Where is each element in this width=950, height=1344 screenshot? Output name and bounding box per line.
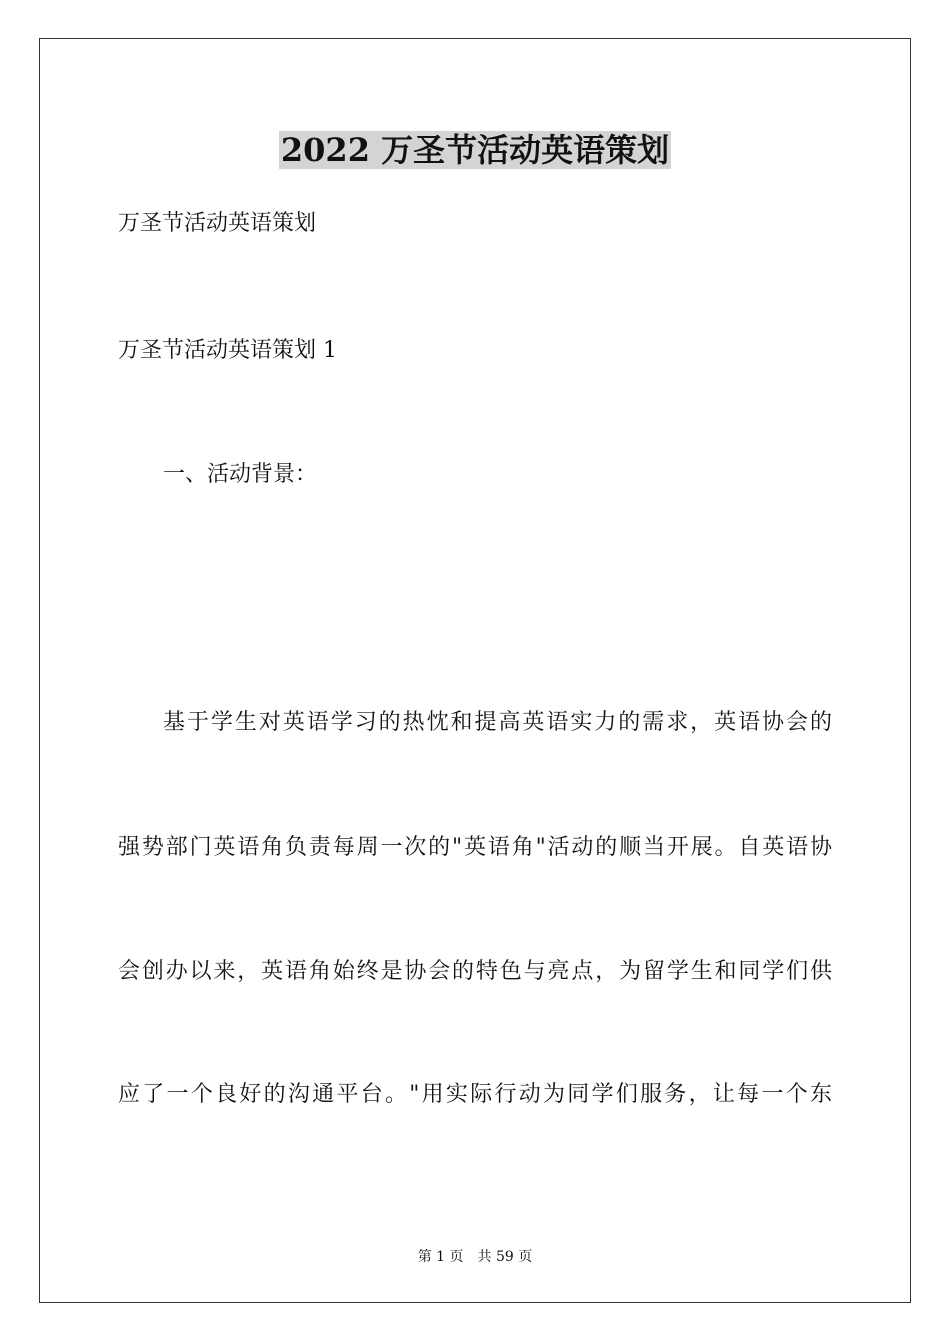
section-heading: 万圣节活动英语策划 1: [118, 338, 337, 363]
paragraph-line-1: 基于学生对英语学习的热忱和提高英语实力的需求，英语协会的: [163, 710, 832, 735]
document-title: [0, 128, 950, 172]
subsection-heading: 一、活动背景：: [163, 462, 318, 487]
document-title-text: 2022 万圣节活动英语策划: [280, 131, 670, 169]
paragraph-line-2: 强势部门英语角负责每周一次的"英语角"活动的顺当开展。自英语协: [118, 835, 832, 860]
paragraph-line-3: 会创办以来，英语角始终是协会的特色与亮点，为留学生和同学们供: [118, 959, 832, 984]
page-footer: 第 1 页 共 59 页: [417, 1249, 533, 1265]
document-subtitle: 万圣节活动英语策划: [118, 211, 317, 236]
paragraph-line-4: 应了一个良好的沟通平台。"用实际行动为同学们服务，让每一个东: [118, 1082, 832, 1107]
